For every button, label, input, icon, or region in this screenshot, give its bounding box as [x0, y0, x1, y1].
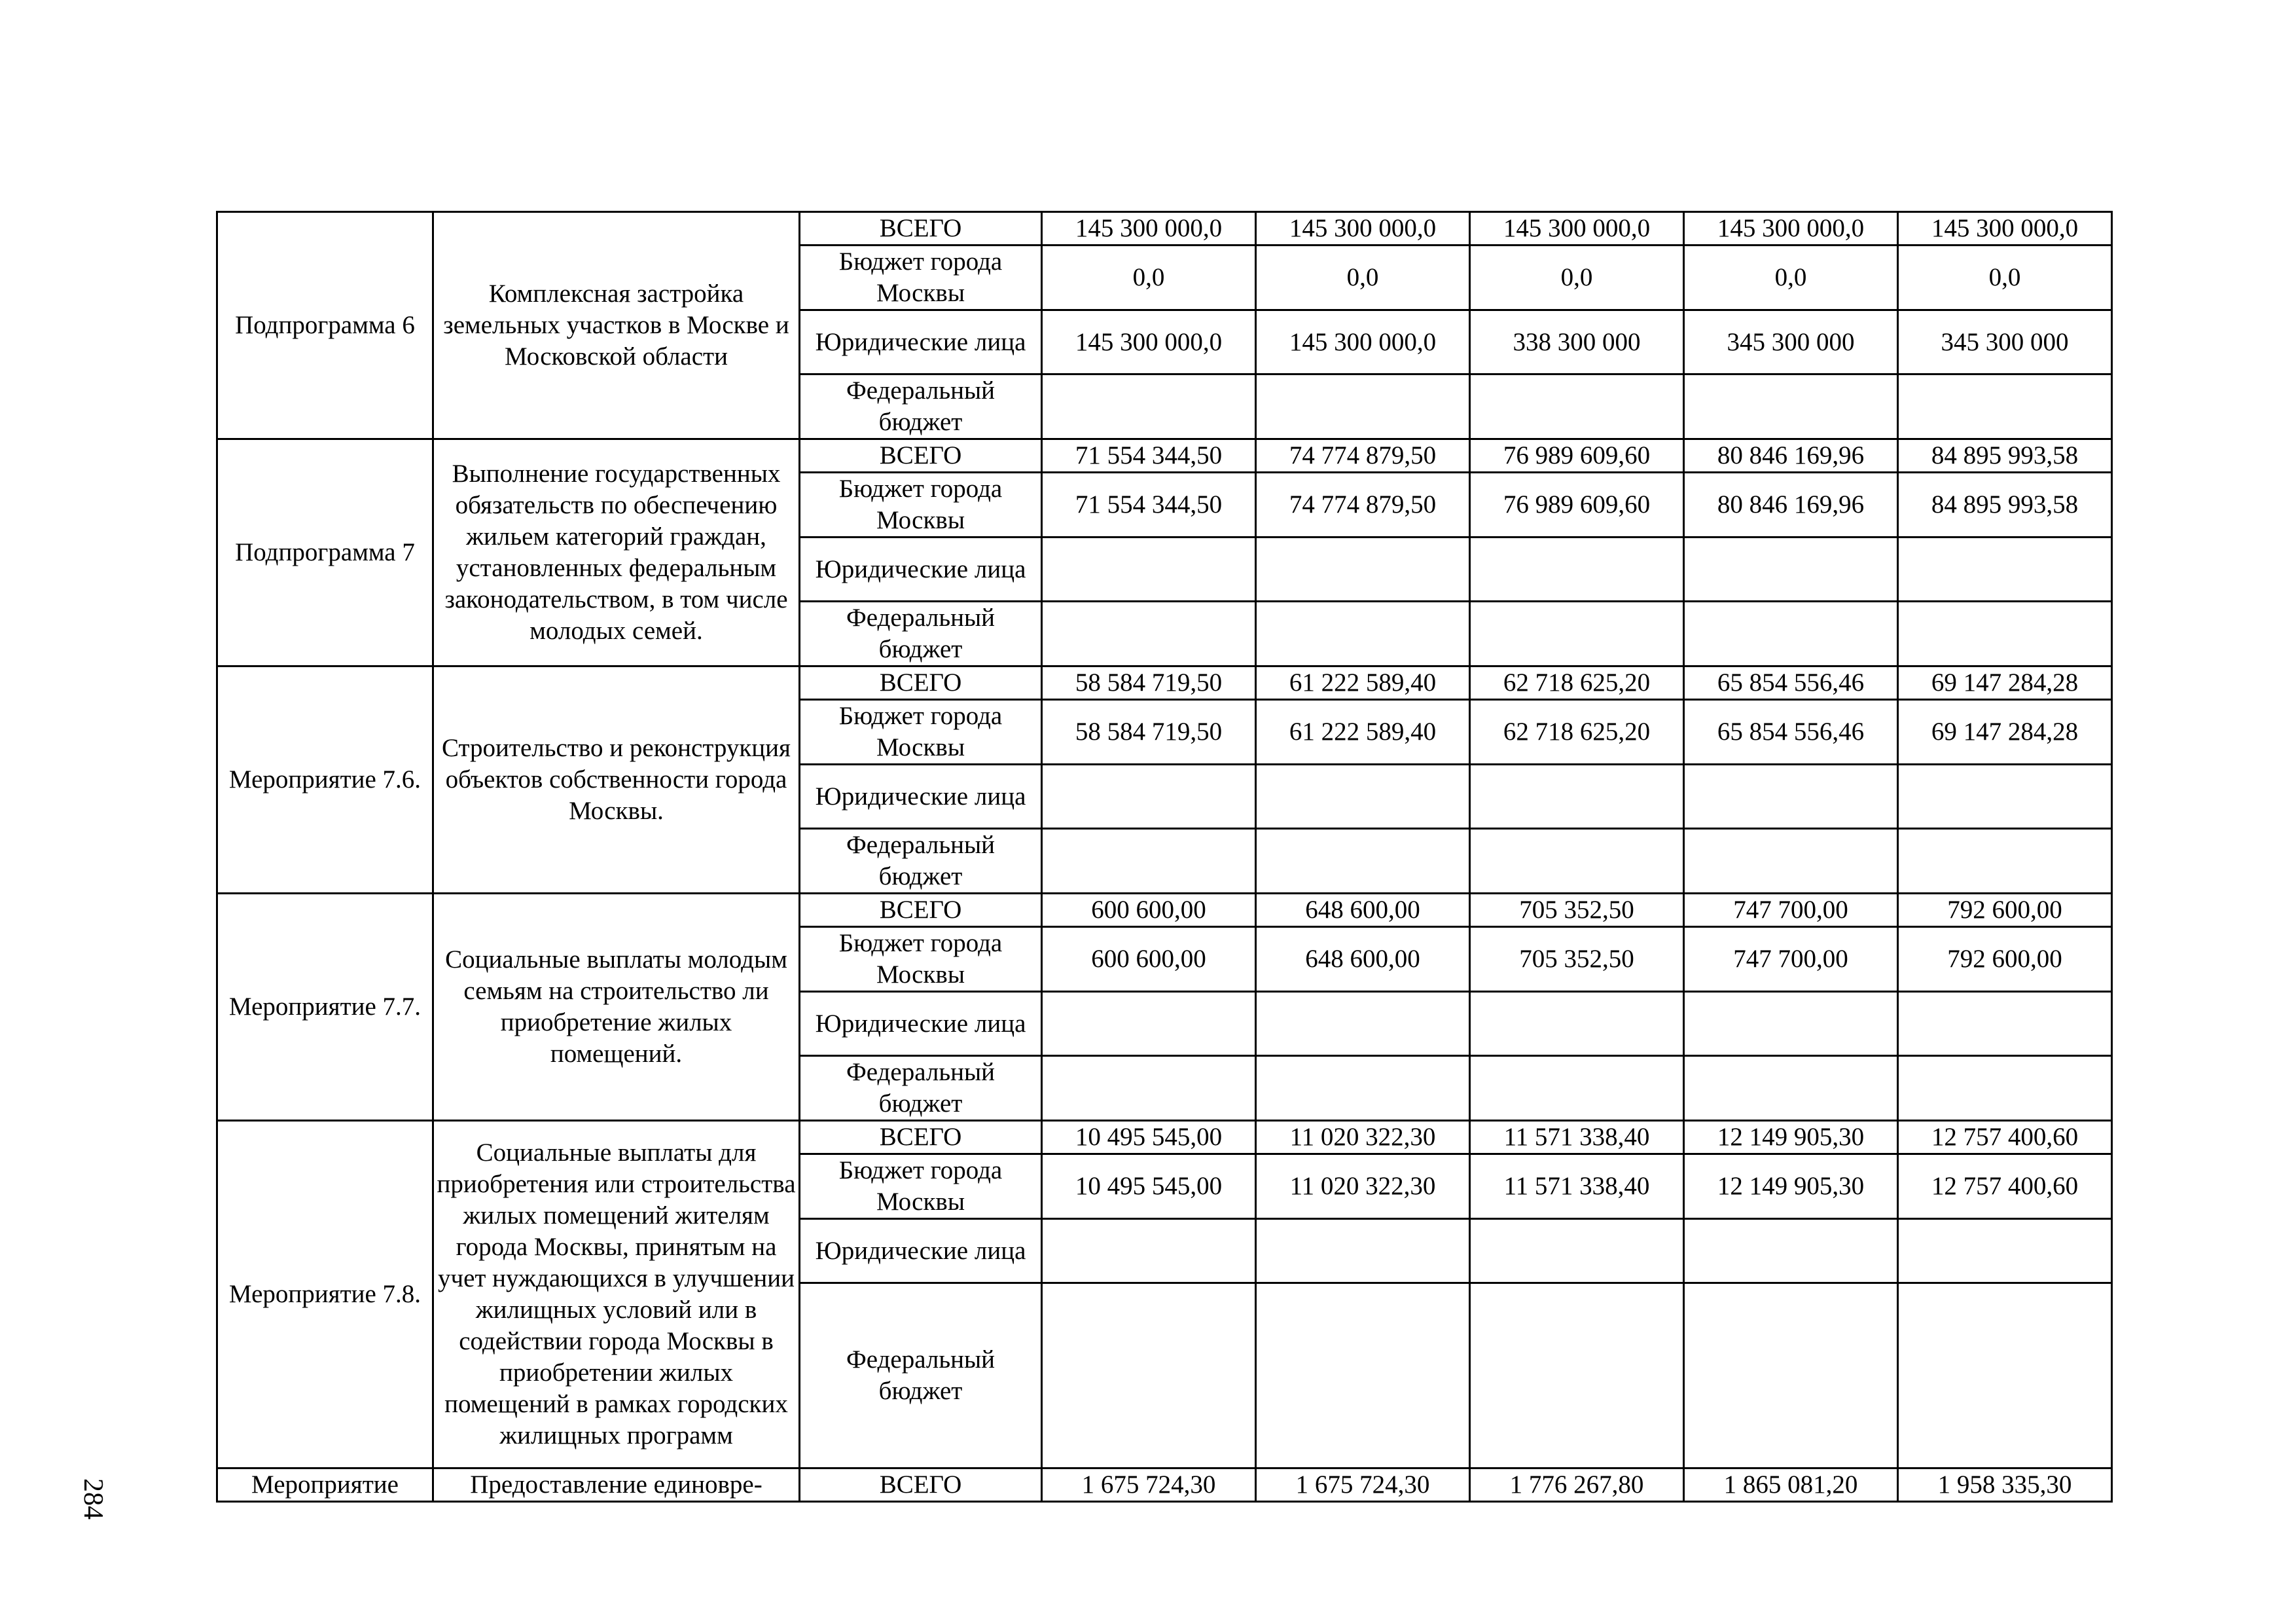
value-cell: 80 846 169,96: [1684, 439, 1898, 473]
value-cell: [1898, 992, 2112, 1056]
row-name-cell: Комплексная застройка земельных участков в Москве и Московской области: [433, 212, 800, 439]
value-cell: [1898, 538, 2112, 602]
value-cell: [1256, 1219, 1470, 1283]
value-cell: [1898, 829, 2112, 894]
value-cell: 1 865 081,20: [1684, 1468, 1898, 1502]
page-number: 284: [78, 1478, 108, 1520]
value-cell: [1470, 1056, 1684, 1121]
row-code-cell: Мероприятие 7.8.: [217, 1121, 433, 1468]
value-cell: 0,0: [1470, 246, 1684, 310]
value-cell: 11 571 338,40: [1470, 1121, 1684, 1154]
value-cell: 0,0: [1898, 246, 2112, 310]
value-cell: 84 895 993,58: [1898, 439, 2112, 473]
table-row: [217, 1121, 2112, 1154]
value-cell: 338 300 000: [1470, 310, 1684, 374]
value-cell: 345 300 000: [1684, 310, 1898, 374]
funding-source-cell: Бюджет города Москвы: [800, 473, 1042, 538]
value-cell: [1684, 602, 1898, 666]
value-cell: 145 300 000,0: [1684, 212, 1898, 246]
funding-source-cell: Бюджет города Москвы: [800, 246, 1042, 310]
funding-source-cell: ВСЕГО: [800, 894, 1042, 927]
funding-source-cell: Юридические лица: [800, 538, 1042, 602]
value-cell: [1256, 765, 1470, 829]
value-cell: 792 600,00: [1898, 927, 2112, 992]
value-cell: 12 149 905,30: [1684, 1121, 1898, 1154]
table-row: [217, 212, 2112, 246]
value-cell: 10 495 545,00: [1042, 1154, 1256, 1219]
value-cell: 0,0: [1256, 246, 1470, 310]
value-cell: [1470, 538, 1684, 602]
funding-source-cell: Федеральный бюджет: [800, 1283, 1042, 1468]
value-cell: 65 854 556,46: [1684, 666, 1898, 700]
value-cell: 80 846 169,96: [1684, 473, 1898, 538]
value-cell: [1470, 374, 1684, 439]
value-cell: 69 147 284,28: [1898, 666, 2112, 700]
funding-source-cell: ВСЕГО: [800, 1468, 1042, 1502]
table-row: [217, 666, 2112, 700]
value-cell: [1684, 992, 1898, 1056]
value-cell: [1898, 602, 2112, 666]
funding-source-cell: Бюджет города Москвы: [800, 927, 1042, 992]
value-cell: 145 300 000,0: [1256, 310, 1470, 374]
row-name-cell: Предоставление единовре-: [433, 1468, 800, 1502]
row-code-cell: Мероприятие 7.6.: [217, 666, 433, 894]
value-cell: [1470, 602, 1684, 666]
value-cell: 11 020 322,30: [1256, 1154, 1470, 1219]
budget-table-body: [217, 212, 2112, 1502]
value-cell: [1898, 1283, 2112, 1468]
value-cell: [1042, 1056, 1256, 1121]
value-cell: 747 700,00: [1684, 894, 1898, 927]
value-cell: 0,0: [1684, 246, 1898, 310]
value-cell: 145 300 000,0: [1470, 212, 1684, 246]
value-cell: 84 895 993,58: [1898, 473, 2112, 538]
value-cell: [1684, 374, 1898, 439]
value-cell: 747 700,00: [1684, 927, 1898, 992]
value-cell: 76 989 609,60: [1470, 473, 1684, 538]
value-cell: 61 222 589,40: [1256, 666, 1470, 700]
funding-source-cell: ВСЕГО: [800, 212, 1042, 246]
value-cell: 145 300 000,0: [1898, 212, 2112, 246]
value-cell: [1256, 829, 1470, 894]
funding-source-cell: Юридические лица: [800, 765, 1042, 829]
value-cell: [1042, 538, 1256, 602]
row-code-cell: Мероприятие 7.7.: [217, 894, 433, 1121]
funding-source-cell: Федеральный бюджет: [800, 829, 1042, 894]
row-name-cell: Социальные выплаты для приобретения или строительства жилых помещений жителям города Москвы, принятым на учет нуждающихся в улучшении жилищных условий или в содействии города Москвы в приобретении жилых помещений в рамках городских жилищных программ: [433, 1121, 800, 1468]
value-cell: 12 757 400,60: [1898, 1121, 2112, 1154]
funding-source-cell: Юридические лица: [800, 310, 1042, 374]
value-cell: 10 495 545,00: [1042, 1121, 1256, 1154]
value-cell: [1256, 602, 1470, 666]
value-cell: [1042, 1283, 1256, 1468]
table-row: [217, 1468, 2112, 1502]
value-cell: 792 600,00: [1898, 894, 2112, 927]
funding-source-cell: Федеральный бюджет: [800, 1056, 1042, 1121]
value-cell: 1 776 267,80: [1470, 1468, 1684, 1502]
row-name-cell: Выполнение государственных обязательств по обеспечению жильем категорий граждан, установленных федеральным законодательством, в том числе молодых семей.: [433, 439, 800, 666]
value-cell: [1470, 1219, 1684, 1283]
value-cell: [1042, 765, 1256, 829]
value-cell: [1042, 992, 1256, 1056]
value-cell: 1 675 724,30: [1256, 1468, 1470, 1502]
value-cell: 1 958 335,30: [1898, 1468, 2112, 1502]
funding-source-cell: ВСЕГО: [800, 439, 1042, 473]
funding-source-cell: ВСЕГО: [800, 1121, 1042, 1154]
value-cell: 145 300 000,0: [1042, 310, 1256, 374]
value-cell: [1256, 1056, 1470, 1121]
table-row: [217, 439, 2112, 473]
funding-source-cell: ВСЕГО: [800, 666, 1042, 700]
value-cell: 74 774 879,50: [1256, 439, 1470, 473]
value-cell: [1470, 1283, 1684, 1468]
value-cell: 12 149 905,30: [1684, 1154, 1898, 1219]
row-name-cell: Социальные выплаты молодым семьям на строительство ли приобретение жилых помещений.: [433, 894, 800, 1121]
value-cell: 61 222 589,40: [1256, 700, 1470, 765]
value-cell: [1684, 1283, 1898, 1468]
value-cell: [1042, 374, 1256, 439]
value-cell: [1256, 538, 1470, 602]
value-cell: 65 854 556,46: [1684, 700, 1898, 765]
value-cell: 62 718 625,20: [1470, 700, 1684, 765]
value-cell: 600 600,00: [1042, 894, 1256, 927]
value-cell: [1684, 829, 1898, 894]
value-cell: [1470, 829, 1684, 894]
value-cell: 76 989 609,60: [1470, 439, 1684, 473]
value-cell: [1684, 538, 1898, 602]
budget-table: [216, 211, 2113, 1503]
value-cell: 74 774 879,50: [1256, 473, 1470, 538]
value-cell: [1684, 1056, 1898, 1121]
value-cell: [1684, 765, 1898, 829]
row-code-cell: Подпрограмма 7: [217, 439, 433, 666]
value-cell: [1898, 1219, 2112, 1283]
value-cell: [1042, 829, 1256, 894]
table-row: [217, 894, 2112, 927]
row-code-cell: Подпрограмма 6: [217, 212, 433, 439]
row-name-cell: Строительство и реконструкция объектов собственности города Москвы.: [433, 666, 800, 894]
value-cell: 11 571 338,40: [1470, 1154, 1684, 1219]
funding-source-cell: Федеральный бюджет: [800, 374, 1042, 439]
value-cell: [1898, 1056, 2112, 1121]
value-cell: [1256, 374, 1470, 439]
value-cell: 648 600,00: [1256, 894, 1470, 927]
value-cell: 145 300 000,0: [1256, 212, 1470, 246]
value-cell: [1256, 992, 1470, 1056]
value-cell: 600 600,00: [1042, 927, 1256, 992]
funding-source-cell: Бюджет города Москвы: [800, 700, 1042, 765]
value-cell: 71 554 344,50: [1042, 439, 1256, 473]
value-cell: 145 300 000,0: [1042, 212, 1256, 246]
value-cell: 58 584 719,50: [1042, 700, 1256, 765]
value-cell: [1898, 765, 2112, 829]
funding-source-cell: Юридические лица: [800, 992, 1042, 1056]
value-cell: 58 584 719,50: [1042, 666, 1256, 700]
value-cell: 705 352,50: [1470, 927, 1684, 992]
value-cell: [1898, 374, 2112, 439]
value-cell: 648 600,00: [1256, 927, 1470, 992]
funding-source-cell: Федеральный бюджет: [800, 602, 1042, 666]
row-code-cell: Мероприятие: [217, 1468, 433, 1502]
value-cell: 11 020 322,30: [1256, 1121, 1470, 1154]
value-cell: 705 352,50: [1470, 894, 1684, 927]
value-cell: 71 554 344,50: [1042, 473, 1256, 538]
value-cell: 345 300 000: [1898, 310, 2112, 374]
value-cell: [1042, 1219, 1256, 1283]
value-cell: [1470, 765, 1684, 829]
funding-source-cell: Бюджет города Москвы: [800, 1154, 1042, 1219]
value-cell: 62 718 625,20: [1470, 666, 1684, 700]
funding-source-cell: Юридические лица: [800, 1219, 1042, 1283]
value-cell: 12 757 400,60: [1898, 1154, 2112, 1219]
value-cell: [1256, 1283, 1470, 1468]
value-cell: [1470, 992, 1684, 1056]
value-cell: 69 147 284,28: [1898, 700, 2112, 765]
value-cell: 0,0: [1042, 246, 1256, 310]
value-cell: [1042, 602, 1256, 666]
value-cell: [1684, 1219, 1898, 1283]
value-cell: 1 675 724,30: [1042, 1468, 1256, 1502]
